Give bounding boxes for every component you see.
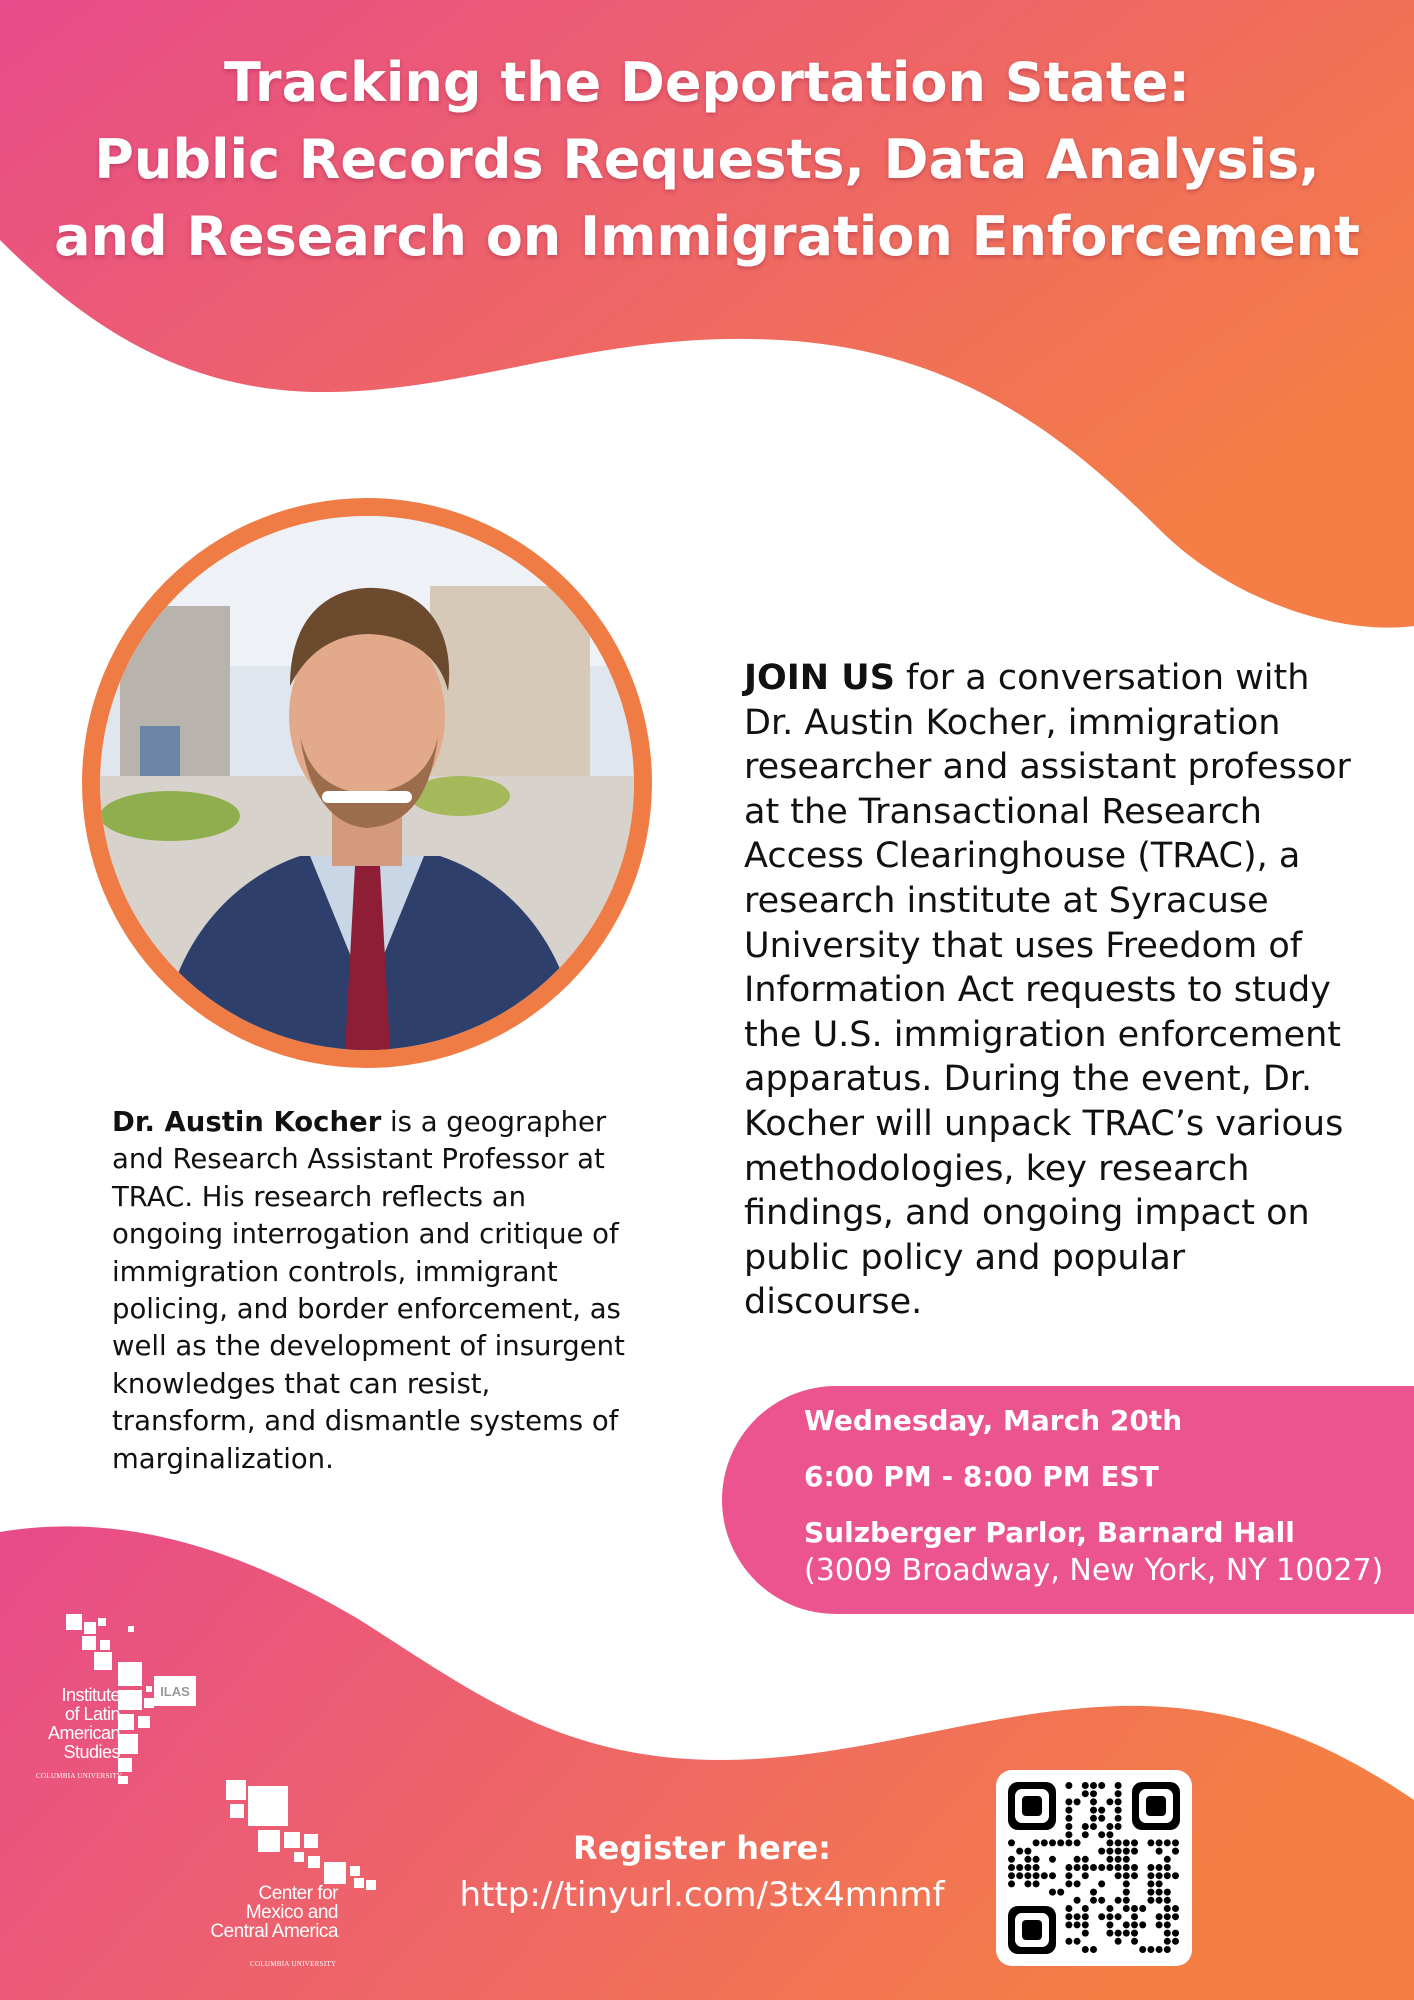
qr-module bbox=[1024, 1856, 1031, 1863]
qr-module bbox=[1172, 1913, 1179, 1920]
qr-module bbox=[1098, 1782, 1105, 1789]
qr-module bbox=[1008, 1839, 1015, 1846]
qr-module bbox=[1106, 1823, 1113, 1830]
qr-module bbox=[1024, 1872, 1031, 1879]
event-date: Wednesday, March 20th bbox=[804, 1404, 1183, 1437]
qr-module bbox=[1041, 1872, 1048, 1879]
qr-module bbox=[1065, 1921, 1072, 1928]
cmca-name bbox=[160, 1884, 338, 1941]
qr-module bbox=[1049, 1889, 1056, 1896]
event-details bbox=[804, 1402, 1383, 1590]
qr-module bbox=[1164, 1930, 1171, 1937]
qr-module bbox=[1156, 1913, 1163, 1920]
qr-module bbox=[1057, 1839, 1064, 1846]
qr-module bbox=[1106, 1798, 1113, 1805]
qr-module bbox=[1172, 1938, 1179, 1945]
qr-module bbox=[1106, 1864, 1113, 1871]
qr-module bbox=[1147, 1880, 1154, 1887]
qr-module bbox=[1164, 1938, 1171, 1945]
qr-module bbox=[1164, 1921, 1171, 1928]
qr-module bbox=[1123, 1864, 1130, 1871]
qr-module bbox=[1115, 1848, 1122, 1855]
qr-module bbox=[1139, 1946, 1146, 1953]
qr-module bbox=[1090, 1815, 1097, 1822]
qr-module bbox=[1147, 1839, 1154, 1846]
qr-module bbox=[1164, 1872, 1171, 1879]
qr-module bbox=[1074, 1880, 1081, 1887]
qr-module bbox=[1090, 1790, 1097, 1797]
qr-module bbox=[1049, 1856, 1056, 1863]
event-venue: Sulzberger Parlor, Barnard Hall bbox=[804, 1516, 1295, 1549]
qr-module bbox=[1131, 1848, 1138, 1855]
event-time: 6:00 PM - 8:00 PM EST bbox=[804, 1460, 1159, 1493]
qr-module bbox=[1115, 1864, 1122, 1871]
qr-module bbox=[1090, 1823, 1097, 1830]
qr-module bbox=[1082, 1921, 1089, 1928]
speaker-photo bbox=[100, 516, 634, 1050]
qr-module bbox=[1065, 1839, 1072, 1846]
qr-module bbox=[1065, 1798, 1072, 1805]
qr-module bbox=[1123, 1880, 1130, 1887]
qr-module bbox=[1098, 1807, 1105, 1814]
qr-module bbox=[1131, 1930, 1138, 1937]
qr-module bbox=[1115, 1807, 1122, 1814]
qr-module bbox=[1074, 1856, 1081, 1863]
qr-module bbox=[1024, 1880, 1031, 1887]
qr-module bbox=[1131, 1839, 1138, 1846]
qr-module bbox=[1115, 1913, 1122, 1920]
qr-module bbox=[1156, 1848, 1163, 1855]
ilas-university: COLUMBIA UNIVERSITY bbox=[36, 1772, 123, 1780]
qr-module bbox=[1147, 1946, 1154, 1953]
ilas-name bbox=[20, 1686, 120, 1762]
qr-module bbox=[1065, 1913, 1072, 1920]
qr-module bbox=[1074, 1913, 1081, 1920]
qr-module bbox=[1074, 1798, 1081, 1805]
qr-module bbox=[1082, 1930, 1089, 1937]
qr-module bbox=[1131, 1864, 1138, 1871]
qr-module bbox=[1139, 1905, 1146, 1912]
qr-module bbox=[1106, 1848, 1113, 1855]
qr-module bbox=[1065, 1831, 1072, 1838]
qr-module bbox=[1082, 1872, 1089, 1879]
qr-module bbox=[1074, 1938, 1081, 1945]
qr-module bbox=[1115, 1815, 1122, 1822]
qr-module bbox=[1098, 1897, 1105, 1904]
qr-module bbox=[1008, 1872, 1015, 1879]
qr-module bbox=[1016, 1872, 1023, 1879]
qr-module bbox=[1172, 1905, 1179, 1912]
qr-module bbox=[1008, 1864, 1015, 1871]
qr-module bbox=[1164, 1889, 1171, 1896]
qr-module bbox=[1008, 1880, 1015, 1887]
qr-module bbox=[1147, 1864, 1154, 1871]
qr-module bbox=[1065, 1880, 1072, 1887]
qr-module bbox=[1156, 1864, 1163, 1871]
qr-module bbox=[1139, 1921, 1146, 1928]
qr-module bbox=[1090, 1782, 1097, 1789]
qr-module bbox=[1115, 1938, 1122, 1945]
qr-module bbox=[1098, 1880, 1105, 1887]
qr-module bbox=[1082, 1864, 1089, 1871]
ilas-line-2: of Latin bbox=[64, 1704, 120, 1724]
qr-module bbox=[1033, 1839, 1040, 1846]
title-line-2: Public Records Requests, Data Analysis, bbox=[94, 128, 1320, 191]
ilas-line-3: American bbox=[47, 1723, 120, 1743]
title-line-3: and Research on Immigration Enforcement bbox=[54, 205, 1360, 268]
qr-module bbox=[1172, 1930, 1179, 1937]
qr-module bbox=[1156, 1880, 1163, 1887]
qr-module bbox=[1131, 1938, 1138, 1945]
qr-module bbox=[1131, 1921, 1138, 1928]
qr-module bbox=[1065, 1872, 1072, 1879]
cmca-line-1: Center for bbox=[258, 1883, 338, 1904]
qr-module bbox=[1172, 1872, 1179, 1879]
qr-module bbox=[1156, 1839, 1163, 1846]
qr-module bbox=[1024, 1864, 1031, 1871]
qr-module bbox=[1098, 1864, 1105, 1871]
qr-module bbox=[1123, 1930, 1130, 1937]
ilas-badge: ILAS bbox=[160, 1684, 190, 1699]
qr-module bbox=[1049, 1872, 1056, 1879]
qr-module bbox=[1115, 1930, 1122, 1937]
qr-module bbox=[1082, 1913, 1089, 1920]
qr-module bbox=[1164, 1913, 1171, 1920]
qr-module bbox=[1164, 1897, 1171, 1904]
qr-module bbox=[1098, 1848, 1105, 1855]
join-us-lead: JOIN US bbox=[744, 658, 895, 698]
qr-module bbox=[1090, 1889, 1097, 1896]
event-description bbox=[744, 656, 1364, 1325]
register-link[interactable]: http://tinyurl.com/3tx4mnmf bbox=[459, 1875, 945, 1915]
qr-module bbox=[1131, 1872, 1138, 1879]
qr-module bbox=[1082, 1905, 1089, 1912]
speaker-bio-text: is a geographer and Research Assistant Professor at TRAC. His research reflects an ongoing interrogation and critique of immigration controls, immigrant policing, and border enforcement, as well as the development of insurgent knowledges that can resist, transform, and dismantle systems of marginalization. bbox=[112, 1106, 625, 1475]
qr-module bbox=[1074, 1864, 1081, 1871]
qr-module bbox=[1115, 1839, 1122, 1846]
speaker-bio bbox=[112, 1104, 632, 1478]
qr-module bbox=[1016, 1864, 1023, 1871]
qr-module bbox=[1082, 1790, 1089, 1797]
qr-module bbox=[1074, 1897, 1081, 1904]
qr-module bbox=[1156, 1897, 1163, 1904]
qr-module bbox=[1156, 1921, 1163, 1928]
qr-module bbox=[1090, 1946, 1097, 1953]
qr-module bbox=[1156, 1889, 1163, 1896]
qr-module bbox=[1123, 1905, 1130, 1912]
qr-module bbox=[1164, 1856, 1171, 1863]
qr-module bbox=[1065, 1938, 1072, 1945]
qr-module bbox=[1082, 1831, 1089, 1838]
qr-module bbox=[1033, 1872, 1040, 1879]
qr-module bbox=[1156, 1872, 1163, 1879]
qr-module bbox=[1065, 1782, 1072, 1789]
qr-module bbox=[1123, 1872, 1130, 1879]
qr-module bbox=[1106, 1831, 1113, 1838]
qr-module bbox=[1098, 1913, 1105, 1920]
qr-module bbox=[1065, 1807, 1072, 1814]
ilas-line-1: Institute bbox=[61, 1685, 120, 1705]
qr-module bbox=[1164, 1905, 1171, 1912]
cmca-line-2: Mexico and bbox=[245, 1902, 338, 1923]
qr-module bbox=[1024, 1848, 1031, 1855]
qr-module bbox=[1082, 1856, 1089, 1863]
qr-module bbox=[1115, 1872, 1122, 1879]
qr-module bbox=[1106, 1839, 1113, 1846]
qr-module bbox=[1098, 1815, 1105, 1822]
qr-module bbox=[1123, 1856, 1130, 1863]
qr-module bbox=[1098, 1831, 1105, 1838]
qr-module bbox=[1164, 1864, 1171, 1871]
qr-module bbox=[1074, 1839, 1081, 1846]
qr-module bbox=[1033, 1864, 1040, 1871]
qr-module bbox=[1041, 1839, 1048, 1846]
qr-module bbox=[1123, 1848, 1130, 1855]
cmca-line-3: Central America bbox=[210, 1921, 338, 1942]
qr-module bbox=[1082, 1823, 1089, 1830]
qr-module bbox=[1074, 1921, 1081, 1928]
qr-module bbox=[1123, 1889, 1130, 1896]
ilas-line-4: Studies bbox=[63, 1742, 120, 1762]
qr-module bbox=[1106, 1930, 1113, 1937]
cmca-logo-icon bbox=[186, 1780, 406, 1895]
qr-module bbox=[1131, 1913, 1138, 1920]
qr-module bbox=[1090, 1897, 1097, 1904]
qr-module bbox=[1090, 1864, 1097, 1871]
qr-module bbox=[1065, 1815, 1072, 1822]
title-line-1: Tracking the Deportation State: bbox=[224, 51, 1190, 114]
qr-module bbox=[1115, 1823, 1122, 1830]
qr-module bbox=[1106, 1921, 1113, 1928]
registration bbox=[432, 1826, 972, 1918]
speaker-name: Dr. Austin Kocher bbox=[112, 1106, 382, 1138]
qr-module bbox=[1016, 1848, 1023, 1855]
qr-module bbox=[1164, 1946, 1171, 1953]
qr-module bbox=[1082, 1782, 1089, 1789]
qr-module bbox=[1033, 1880, 1040, 1887]
event-description-text: for a conversation with Dr. Austin Kocher, immigration researcher and assistant professor at the Transactional Research Access Clearinghouse (TRAC), a research institute at Syracuse University that uses Freedom of Information Act requests to study the U.S. immigration enforcement apparatus. During the event, Dr. Kocher will unpack TRAC’s various methodologies, key research findings, and ongoing impact on public policy and popular discourse. bbox=[744, 658, 1351, 1323]
event-title bbox=[0, 44, 1414, 275]
qr-module bbox=[1106, 1856, 1113, 1863]
qr-module bbox=[1106, 1905, 1113, 1912]
qr-module bbox=[1106, 1913, 1113, 1920]
qr-code-icon[interactable] bbox=[996, 1770, 1192, 1966]
qr-module bbox=[1115, 1897, 1122, 1904]
qr-module bbox=[1049, 1839, 1056, 1846]
qr-module bbox=[1123, 1921, 1130, 1928]
qr-module bbox=[1147, 1897, 1154, 1904]
qr-module bbox=[1164, 1839, 1171, 1846]
qr-module bbox=[1090, 1807, 1097, 1814]
register-label: Register here: bbox=[573, 1829, 831, 1867]
qr-module bbox=[1172, 1839, 1179, 1846]
qr-module bbox=[1115, 1798, 1122, 1805]
qr-module bbox=[1156, 1946, 1163, 1953]
qr-module bbox=[1008, 1856, 1015, 1863]
cmca-university: COLUMBIA UNIVERSITY bbox=[250, 1960, 337, 1968]
qr-module bbox=[1033, 1856, 1040, 1863]
qr-module bbox=[1147, 1889, 1154, 1896]
event-address: (3009 Broadway, New York, NY 10027) bbox=[804, 1553, 1384, 1588]
qr-module bbox=[1065, 1905, 1072, 1912]
qr-module bbox=[1147, 1872, 1154, 1879]
qr-module bbox=[1115, 1856, 1122, 1863]
qr-module bbox=[1131, 1905, 1138, 1912]
qr-module bbox=[1172, 1848, 1179, 1855]
qr-module bbox=[1057, 1889, 1064, 1896]
qr-module bbox=[1123, 1897, 1130, 1904]
qr-module bbox=[1065, 1823, 1072, 1830]
qr-module bbox=[1090, 1798, 1097, 1805]
qr-module bbox=[1115, 1790, 1122, 1797]
qr-module bbox=[1123, 1839, 1130, 1846]
qr-module bbox=[1115, 1782, 1122, 1789]
qr-module bbox=[1082, 1946, 1089, 1953]
qr-module bbox=[1065, 1864, 1072, 1871]
